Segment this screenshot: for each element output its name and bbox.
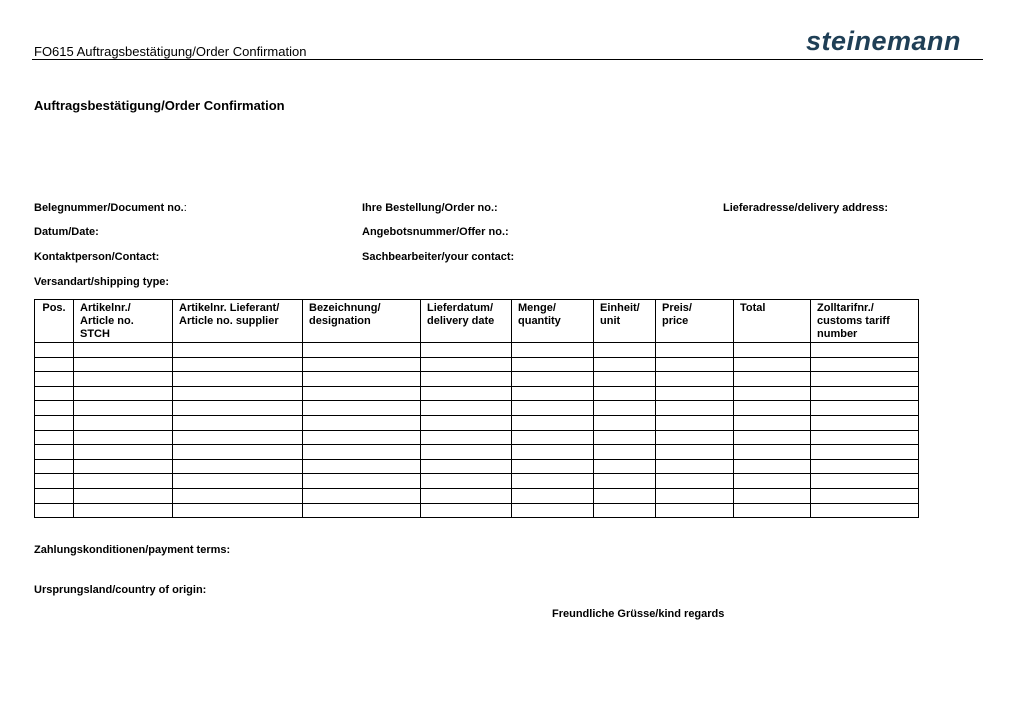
table-cell[interactable] [421, 372, 512, 387]
table-cell[interactable] [173, 401, 303, 416]
table-row [35, 488, 919, 503]
table-cell[interactable] [173, 386, 303, 401]
table-cell[interactable] [74, 343, 173, 358]
column-header-quantity: Menge/ quantity [512, 300, 594, 343]
table-cell[interactable] [173, 357, 303, 372]
table-row [35, 372, 919, 387]
table-cell[interactable] [512, 474, 594, 489]
table-body [35, 343, 919, 518]
table-cell[interactable] [734, 343, 811, 358]
table-cell[interactable] [35, 357, 74, 372]
contact-label: Kontaktperson/Contact: [34, 251, 160, 263]
table-cell[interactable] [594, 430, 656, 445]
column-header-total: Total [734, 300, 811, 343]
table-cell[interactable] [734, 386, 811, 401]
table-cell[interactable] [35, 503, 74, 518]
table-cell[interactable] [594, 401, 656, 416]
table-cell[interactable] [303, 401, 421, 416]
column-header-price: Preis/ price [656, 300, 734, 343]
table-cell[interactable] [734, 372, 811, 387]
table-cell[interactable] [594, 459, 656, 474]
table-cell[interactable] [303, 415, 421, 430]
table-cell[interactable] [35, 474, 74, 489]
table-cell[interactable] [74, 386, 173, 401]
table-cell[interactable] [74, 372, 173, 387]
table-cell[interactable] [811, 474, 919, 489]
table-cell[interactable] [594, 488, 656, 503]
table-cell[interactable] [594, 503, 656, 518]
table-cell[interactable] [74, 488, 173, 503]
table-cell[interactable] [35, 445, 74, 460]
column-header-delivery-date: Lieferdatum/ delivery date [421, 300, 512, 343]
table-cell[interactable] [656, 474, 734, 489]
table-cell[interactable] [303, 372, 421, 387]
table-cell[interactable] [421, 357, 512, 372]
table-cell[interactable] [594, 372, 656, 387]
country-of-origin-label: Ursprungsland/country of origin: [34, 584, 207, 596]
table-cell[interactable] [512, 445, 594, 460]
table-cell[interactable] [421, 415, 512, 430]
column-header-designation: Bezeichnung/ designation [303, 300, 421, 343]
table-cell[interactable] [421, 488, 512, 503]
table-cell[interactable] [734, 415, 811, 430]
table-cell[interactable] [303, 503, 421, 518]
table-cell[interactable] [512, 343, 594, 358]
table-cell[interactable] [303, 343, 421, 358]
table-cell[interactable] [811, 357, 919, 372]
table-row [35, 401, 919, 416]
table-cell[interactable] [74, 357, 173, 372]
document-no-label [34, 202, 187, 214]
table-cell[interactable] [734, 357, 811, 372]
table-cell[interactable] [74, 430, 173, 445]
table-cell[interactable] [656, 386, 734, 401]
table-cell[interactable] [734, 445, 811, 460]
table-row [35, 343, 919, 358]
table-cell[interactable] [734, 401, 811, 416]
order-items-table [34, 299, 919, 518]
table-cell[interactable] [734, 503, 811, 518]
table-cell[interactable] [594, 357, 656, 372]
table-cell[interactable] [173, 343, 303, 358]
table-cell[interactable] [74, 474, 173, 489]
table-cell[interactable] [811, 372, 919, 387]
table-cell[interactable] [811, 415, 919, 430]
table-header-row [35, 300, 919, 343]
table-cell[interactable] [35, 430, 74, 445]
table-cell[interactable] [421, 459, 512, 474]
table-cell[interactable] [74, 401, 173, 416]
table-cell[interactable] [303, 474, 421, 489]
table-cell[interactable] [811, 386, 919, 401]
column-header-supplier-article-no: Artikelnr. Lieferant/ Article no. supplier [173, 300, 303, 343]
table-cell[interactable] [173, 415, 303, 430]
table-cell[interactable] [656, 343, 734, 358]
table-cell[interactable] [74, 445, 173, 460]
table-row [35, 474, 919, 489]
table-row [35, 357, 919, 372]
table-cell[interactable] [512, 372, 594, 387]
table-cell[interactable] [594, 386, 656, 401]
table-cell[interactable] [74, 503, 173, 518]
table-cell[interactable] [594, 474, 656, 489]
regards-text: Freundliche Grüsse/kind regards [552, 608, 725, 620]
table-cell[interactable] [303, 357, 421, 372]
table-cell[interactable] [656, 372, 734, 387]
table-cell[interactable] [303, 445, 421, 460]
column-header-unit: Einheit/ unit [594, 300, 656, 343]
table-cell[interactable] [173, 488, 303, 503]
table-cell[interactable] [173, 445, 303, 460]
table-cell[interactable] [734, 474, 811, 489]
table-cell[interactable] [303, 430, 421, 445]
table-cell[interactable] [173, 430, 303, 445]
table-cell[interactable] [35, 401, 74, 416]
table-row [35, 503, 919, 518]
table-cell[interactable] [811, 488, 919, 503]
table-cell[interactable] [512, 415, 594, 430]
table-cell[interactable] [656, 488, 734, 503]
table-cell[interactable] [303, 488, 421, 503]
table-cell[interactable] [656, 503, 734, 518]
table-cell[interactable] [35, 459, 74, 474]
table-cell[interactable] [734, 459, 811, 474]
table-cell[interactable] [421, 503, 512, 518]
table-row [35, 386, 919, 401]
table-cell[interactable] [512, 386, 594, 401]
table-cell[interactable] [35, 372, 74, 387]
date-label: Datum/Date: [34, 226, 99, 238]
company-logo: steinemann [806, 26, 962, 56]
table-cell[interactable] [594, 445, 656, 460]
table-cell[interactable] [173, 474, 303, 489]
table-cell[interactable] [421, 430, 512, 445]
table-row [35, 430, 919, 445]
table-cell[interactable] [35, 415, 74, 430]
table-cell[interactable] [512, 488, 594, 503]
table-cell[interactable] [811, 503, 919, 518]
table-cell[interactable] [656, 415, 734, 430]
table-cell[interactable] [512, 459, 594, 474]
table-cell[interactable] [421, 386, 512, 401]
table-cell[interactable] [512, 430, 594, 445]
table-row [35, 415, 919, 430]
table-cell[interactable] [35, 488, 74, 503]
offer-no-label: Angebotsnummer/Offer no.: [362, 226, 509, 238]
table-cell[interactable] [173, 503, 303, 518]
table-cell[interactable] [811, 401, 919, 416]
table-cell[interactable] [173, 459, 303, 474]
table-cell[interactable] [421, 401, 512, 416]
table-cell[interactable] [811, 459, 919, 474]
table-cell[interactable] [594, 343, 656, 358]
table-cell[interactable] [74, 415, 173, 430]
table-cell[interactable] [512, 503, 594, 518]
table-cell[interactable] [811, 430, 919, 445]
table-row [35, 459, 919, 474]
table-cell[interactable] [421, 445, 512, 460]
table-cell[interactable] [811, 445, 919, 460]
document-no-text: Belegnummer/Document no. [34, 202, 184, 214]
table-cell[interactable] [656, 459, 734, 474]
header-divider [32, 59, 983, 60]
table-cell[interactable] [656, 401, 734, 416]
table-cell[interactable] [74, 459, 173, 474]
order-no-label: Ihre Bestellung/Order no.: [362, 202, 498, 214]
table-cell[interactable] [303, 459, 421, 474]
table-cell[interactable] [35, 386, 74, 401]
column-header-pos: Pos. [35, 300, 74, 343]
column-header-customs-tariff: Zolltarifnr./ customs tariff number [811, 300, 919, 343]
form-title: FO615 Auftragsbestätigung/Order Confirmation [34, 44, 307, 59]
table-cell[interactable] [656, 357, 734, 372]
document-no-colon: : [183, 202, 187, 214]
table-row [35, 445, 919, 460]
table-cell[interactable] [734, 430, 811, 445]
table-cell[interactable] [512, 401, 594, 416]
table-cell[interactable] [594, 415, 656, 430]
table-cell[interactable] [173, 372, 303, 387]
table-cell[interactable] [35, 343, 74, 358]
table-cell[interactable] [421, 474, 512, 489]
delivery-address-label: Lieferadresse/delivery address: [723, 202, 889, 214]
table-cell[interactable] [421, 343, 512, 358]
column-header-article-no: Artikelnr./ Article no. STCH [74, 300, 173, 343]
table-cell[interactable] [656, 445, 734, 460]
table-cell[interactable] [512, 357, 594, 372]
table-cell[interactable] [811, 343, 919, 358]
document-heading: Auftragsbestätigung/Order Confirmation [34, 98, 285, 113]
table-cell[interactable] [303, 386, 421, 401]
table-cell[interactable] [656, 430, 734, 445]
payment-terms-label: Zahlungskonditionen/payment terms: [34, 544, 231, 556]
table-cell[interactable] [734, 488, 811, 503]
shipping-type-label: Versandart/shipping type: [34, 276, 170, 288]
your-contact-label: Sachbearbeiter/your contact: [362, 251, 515, 263]
